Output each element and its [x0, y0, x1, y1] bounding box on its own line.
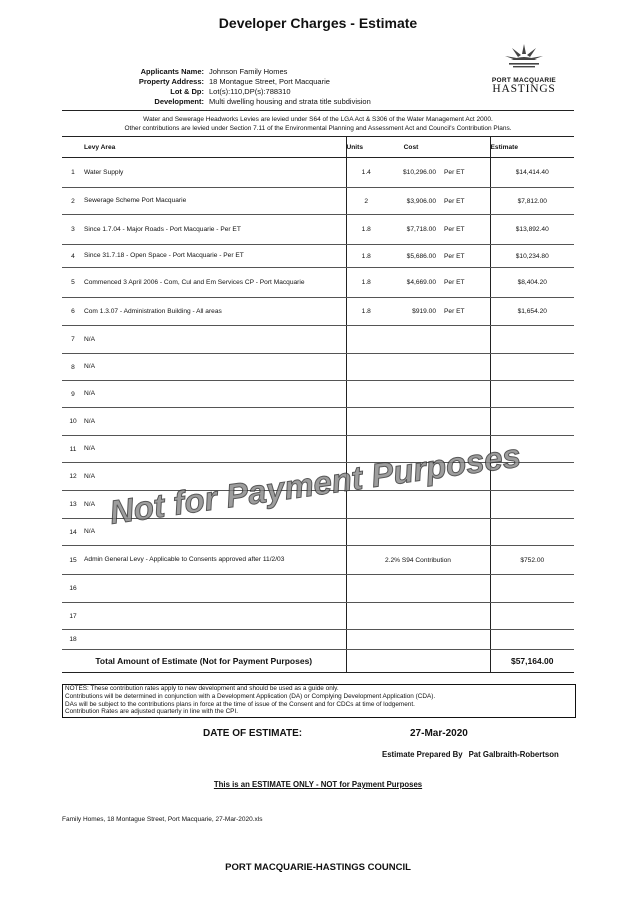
table-row [62, 326, 574, 354]
intro-line1: Water and Sewerage Headworks Levies are levied under S64 of the LGA Act & S306 of the Water Management Act 2000. [143, 116, 493, 123]
prepared-label: Estimate Prepared By [382, 750, 463, 759]
levy-area: Admin General Levy - Applicable to Consents approved after 11/2/03 [84, 546, 346, 575]
estimate [490, 381, 574, 408]
table-row [62, 575, 574, 603]
levy-area-header: Levy Area [84, 137, 346, 158]
total-label: Total Amount of Estimate (Not for Payment Purposes) [62, 650, 346, 673]
table-row [62, 408, 574, 436]
council-logo [484, 42, 564, 95]
units [346, 408, 386, 436]
units: 1.8 [346, 268, 386, 298]
row-number: 12 [62, 463, 84, 491]
estimate [490, 491, 574, 519]
applicant-name-label: Applicants Name: [140, 67, 204, 76]
logo-line2: HASTINGS [492, 83, 556, 95]
council-name: PORT MACQUARIE-HASTINGS COUNCIL [225, 862, 411, 873]
table-row [62, 491, 574, 519]
row-number: 3 [62, 215, 84, 245]
contribution-note: 2.2% S94 Contribution [346, 546, 490, 575]
estimate [490, 575, 574, 603]
cost [386, 381, 444, 408]
footer-filename: Family Homes, 18 Montague Street, Port Macquarie, 27-Mar-2020.xls [62, 816, 263, 823]
sunrise-logo-icon [503, 42, 545, 70]
row-number: 4 [62, 245, 84, 268]
levy-area [84, 575, 346, 603]
units [346, 630, 386, 650]
cost [386, 603, 444, 630]
estimate: $8,404.20 [490, 268, 574, 298]
table-row [62, 268, 574, 298]
units [346, 519, 386, 546]
row-number: 11 [62, 436, 84, 463]
note-line: NOTES: These contribution rates apply to new development and should be used as a guide only. [65, 685, 339, 692]
applicant-info [100, 67, 371, 107]
table-row [62, 519, 574, 546]
note-line: Contribution Rates are adjusted quarterly in line with the CPI. [65, 708, 238, 716]
table-row [62, 603, 574, 630]
estimate [490, 354, 574, 381]
levy-area: Since 1.7.04 - Major Roads - Port Macquarie - Per ET [84, 215, 346, 245]
levy-area: N/A [84, 381, 346, 408]
estimate: $7,812.00 [490, 188, 574, 215]
table-row [62, 381, 574, 408]
cost [386, 463, 444, 491]
property-address: 18 Montague Street, Port Macquarie [209, 77, 330, 86]
units [346, 463, 386, 491]
per-unit [444, 603, 490, 630]
estimate [490, 630, 574, 650]
applicant-name: Johnson Family Homes [209, 67, 288, 76]
per-unit [444, 381, 490, 408]
table-row [62, 630, 574, 650]
units-header: Units [346, 137, 386, 158]
estimate [490, 519, 574, 546]
row-number: 9 [62, 381, 84, 408]
units: 1.4 [346, 158, 386, 188]
cost [386, 575, 444, 603]
preparer-name: Pat Galbraith-Robertson [468, 750, 559, 759]
estimate [490, 463, 574, 491]
units [346, 491, 386, 519]
row-number: 13 [62, 491, 84, 519]
row-number: 16 [62, 575, 84, 603]
development: Multi dwelling housing and strata title subdivision [209, 97, 371, 106]
estimate [490, 603, 574, 630]
units [346, 354, 386, 381]
row-number: 15 [62, 546, 84, 575]
estimate: $10,234.80 [490, 245, 574, 268]
per-unit: Per ET [444, 245, 490, 268]
total-value: $57,164.00 [490, 650, 574, 673]
intro-line2: Other contributions are levied under Section 7.11 of the Environmental Planning and Assessment Act and Council's Contribution Plans. [124, 125, 512, 132]
property-address-label: Property Address: [138, 77, 204, 86]
table-row [62, 436, 574, 463]
units [346, 381, 386, 408]
units: 1.8 [346, 245, 386, 268]
levy-area: Commenced 3 April 2006 - Com, Cul and Em Services CP - Port Macquarie [84, 268, 346, 298]
estimate: $1,654.20 [490, 298, 574, 326]
cost [386, 630, 444, 650]
per-unit [444, 408, 490, 436]
development-label: Development: [154, 97, 204, 106]
levy-area: N/A [84, 463, 346, 491]
per-unit: Per ET [444, 298, 490, 326]
per-unit [444, 519, 490, 546]
lot-dp-label: Lot & Dp: [170, 87, 204, 96]
levy-area: N/A [84, 354, 346, 381]
cost: $4,669.00 [386, 268, 444, 298]
levy-area: N/A [84, 326, 346, 354]
row-number: 17 [62, 603, 84, 630]
row-number: 2 [62, 188, 84, 215]
estimate [490, 326, 574, 354]
per-unit [444, 436, 490, 463]
per-unit [444, 326, 490, 354]
cost [386, 519, 444, 546]
units: 1.8 [346, 215, 386, 245]
per-unit: Per ET [444, 215, 490, 245]
cost: $3,906.00 [386, 188, 444, 215]
per-unit [444, 354, 490, 381]
date-value: 27-Mar-2020 [410, 728, 468, 739]
row-number: 1 [62, 158, 84, 188]
cost: $7,718.00 [386, 215, 444, 245]
row-number: 14 [62, 519, 84, 546]
estimate: $14,414.40 [490, 158, 574, 188]
cost: $919.00 [386, 298, 444, 326]
estimate: $13,892.40 [490, 215, 574, 245]
estimate-only-notice: This is an ESTIMATE ONLY - NOT for Payment Purposes [213, 780, 423, 789]
per-unit: Per ET [444, 158, 490, 188]
units: 1.8 [346, 298, 386, 326]
cost-header: Cost [386, 137, 444, 158]
cost: $10,296.00 [386, 158, 444, 188]
levy-area: Water Supply [84, 158, 346, 188]
note-line: Contributions will be determined in conjunction with a Development Application (DA) or Complying Development Application (CDA). [65, 692, 436, 700]
table-row [62, 188, 574, 215]
table-row [62, 215, 574, 245]
per-unit [444, 463, 490, 491]
units [346, 436, 386, 463]
per-unit [444, 491, 490, 519]
cost [386, 326, 444, 354]
units [346, 575, 386, 603]
estimate [490, 436, 574, 463]
estimate-header: Estimate [490, 137, 574, 158]
levy-area: N/A [84, 491, 346, 519]
per-unit: Per ET [444, 268, 490, 298]
per-unit: Per ET [444, 188, 490, 215]
notes-box [62, 684, 576, 718]
levy-area: N/A [84, 519, 346, 546]
table-row [62, 354, 574, 381]
divider [62, 110, 574, 111]
row-number: 5 [62, 268, 84, 298]
table-row [62, 158, 574, 188]
levy-area: N/A [84, 436, 346, 463]
table-row [62, 245, 574, 268]
lot-dp: Lot(s):110,DP(s):788310 [209, 87, 291, 96]
row-number: 7 [62, 326, 84, 354]
cost [386, 436, 444, 463]
watermark: Not for Payment Purposes [107, 436, 523, 531]
levy-area [84, 630, 346, 650]
table-row [62, 463, 574, 491]
date-label: DATE OF ESTIMATE: [203, 728, 303, 739]
row-number: 6 [62, 298, 84, 326]
levy-table [62, 137, 574, 673]
levy-area: Since 31.7.18 - Open Space - Port Macquarie - Per ET [84, 245, 346, 268]
estimate: $752.00 [490, 546, 574, 575]
table-row [62, 546, 574, 575]
row-number: 18 [62, 630, 84, 650]
row-number: 10 [62, 408, 84, 436]
units [346, 326, 386, 354]
levy-area: Sewerage Scheme Port Macquarie [84, 188, 346, 215]
prepared-by [382, 750, 559, 759]
cost [386, 408, 444, 436]
intro-text [62, 115, 574, 133]
units [346, 603, 386, 630]
cost: $5,686.00 [386, 245, 444, 268]
logo-line1: PORT MACQUARIE [491, 77, 557, 84]
page-title: Developer Charges - Estimate [218, 15, 418, 31]
table-row [62, 298, 574, 326]
row-number: 8 [62, 354, 84, 381]
levy-area: N/A [84, 408, 346, 436]
estimate [490, 408, 574, 436]
levy-area: Com 1.3.07 - Administration Building - All areas [84, 298, 346, 326]
units: 2 [346, 188, 386, 215]
cost [386, 491, 444, 519]
note-line: DAs will be subject to the contributions plans in force at the time of issue of the Consent and for CDCs at time of lodgement. [65, 700, 415, 708]
per-unit [444, 575, 490, 603]
levy-area [84, 603, 346, 630]
cost [386, 354, 444, 381]
per-unit [444, 630, 490, 650]
